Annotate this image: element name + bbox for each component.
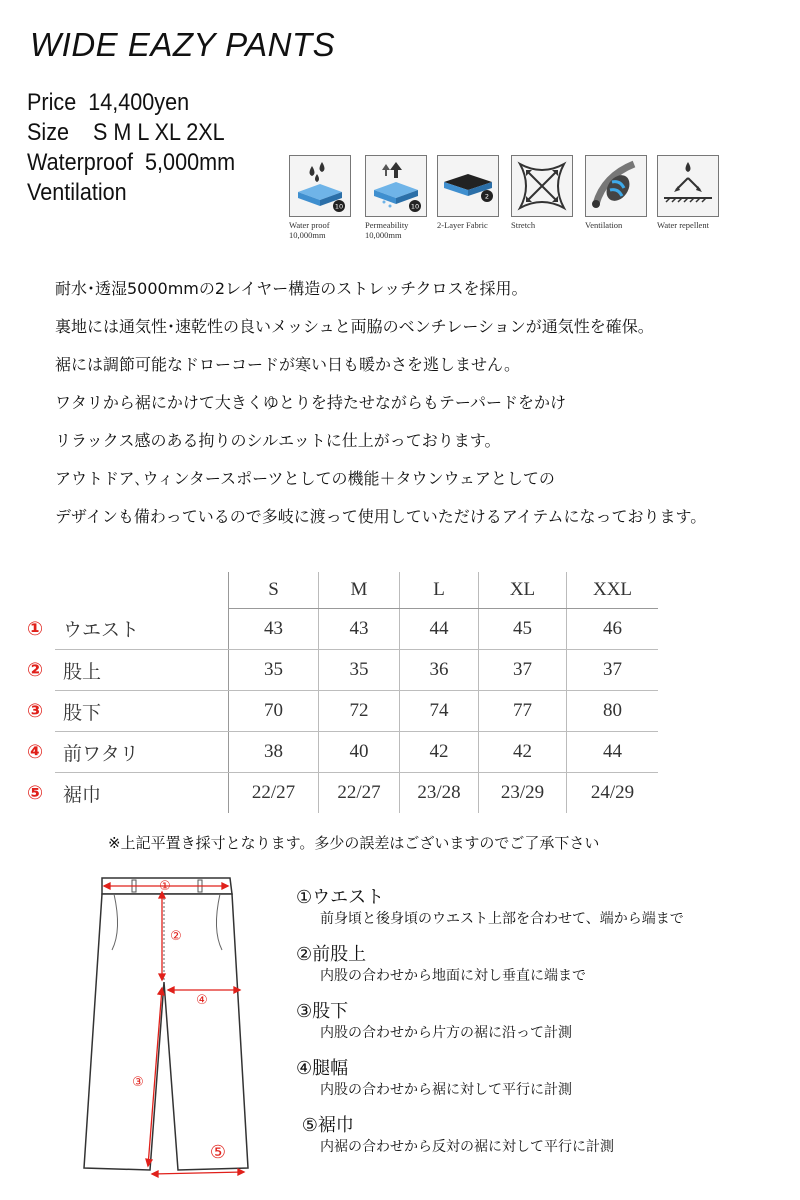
size-header: L xyxy=(400,572,479,609)
size-chart-table xyxy=(15,572,658,813)
row-label: 裾巾 xyxy=(55,773,229,814)
legend-heading: ④腿幅 xyxy=(296,1058,349,1079)
table-cell: 74 xyxy=(400,691,479,732)
legend-heading: ②前股上 xyxy=(296,944,367,965)
row-label: ウエスト xyxy=(55,609,229,650)
row-label: 股上 xyxy=(55,650,229,691)
spec-ventilation: Ventilation xyxy=(27,179,127,206)
permeability-feature xyxy=(365,155,429,240)
measurement-note: ※上記平置き採寸となります。多少の誤差はございますのでご了承下さい xyxy=(108,834,600,852)
row-label: 股下 xyxy=(55,691,229,732)
diagram-marker-5: ⑤ xyxy=(209,1142,227,1163)
diagram-marker-4: ④ xyxy=(196,993,208,1008)
legend-heading: ①ウエスト xyxy=(296,887,385,908)
table-cell: 42 xyxy=(479,732,567,773)
two-layer-badge: 2 xyxy=(484,192,490,201)
size-header: XXL xyxy=(567,572,659,609)
table-cell: 42 xyxy=(400,732,479,773)
spec-price: Price 14,400yen xyxy=(27,89,190,116)
legend-heading: ⑤裾巾 xyxy=(296,1115,354,1136)
size-header-row xyxy=(15,572,658,609)
waterproof-badge: 10 xyxy=(334,202,344,211)
row-label: 前ワタリ xyxy=(55,732,229,773)
measurement-legend xyxy=(296,886,684,1171)
table-cell: 35 xyxy=(229,650,319,691)
permeability-icon xyxy=(366,156,426,216)
table-row xyxy=(15,773,658,814)
row-number-marker: ② xyxy=(26,659,44,681)
table-cell: 45 xyxy=(479,609,567,650)
legend-item xyxy=(296,1000,684,1057)
table-cell: 36 xyxy=(400,650,479,691)
icon-label: Water proof 10,000mm xyxy=(289,220,330,240)
table-row xyxy=(15,609,658,650)
table-cell: 44 xyxy=(567,732,659,773)
size-header: S xyxy=(229,572,319,609)
permeability-badge: 10 xyxy=(410,202,420,211)
table-cell: 24/29 xyxy=(590,782,635,803)
water-repellent-feature xyxy=(657,155,721,230)
table-cell: 40 xyxy=(319,732,400,773)
description-line: ワタリから裾にかけて大きくゆとりを持たせながらもテーパードをかけ xyxy=(55,393,567,412)
legend-item xyxy=(296,943,684,1000)
legend-detail: 内股の合わせから裾に対して平行に計測 xyxy=(320,1082,572,1098)
diagram-marker-1: ① xyxy=(159,879,171,894)
icon-label: Permeability 10,000mm xyxy=(365,220,409,240)
size-header: XL xyxy=(479,572,567,609)
table-cell: 22/27 xyxy=(319,773,400,814)
row-number-marker: ③ xyxy=(26,700,44,722)
legend-detail: 内股の合わせから地面に対し垂直に端まで xyxy=(320,968,586,984)
legend-detail: 前身頃と後身頃のウエスト上部を合わせて、端から端まで xyxy=(320,911,684,927)
diagram-marker-3: ③ xyxy=(132,1075,144,1090)
table-cell: 23/28 xyxy=(400,773,479,814)
waterproof-feature xyxy=(289,155,353,240)
table-cell: 72 xyxy=(319,691,400,732)
pants-measurement-diagram xyxy=(82,870,262,1190)
table-cell: 37 xyxy=(479,650,567,691)
legend-item xyxy=(296,886,684,943)
diagram-marker-2: ② xyxy=(170,929,182,944)
waterproof-icon xyxy=(290,156,350,216)
legend-detail: 内股の合わせから片方の裾に沿って計測 xyxy=(320,1025,572,1041)
spec-sizes: Size S M L XL 2XL xyxy=(27,119,225,146)
icon-label: 2-Layer Fabric xyxy=(437,220,488,230)
legend-detail: 内裾の合わせから反対の裾に対して平行に計測 xyxy=(320,1139,614,1155)
description-line: リラックス感のある拘りのシルエットに仕上がっております。 xyxy=(55,431,501,450)
table-cell: 70 xyxy=(229,691,319,732)
icon-label: Stretch xyxy=(511,220,536,230)
table-cell: 80 xyxy=(567,691,659,732)
table-cell: 77 xyxy=(479,691,567,732)
spec-list xyxy=(27,88,235,208)
legend-item xyxy=(296,1114,684,1171)
row-number-marker: ⑤ xyxy=(26,781,44,804)
table-cell: 35 xyxy=(319,650,400,691)
table-cell: 38 xyxy=(229,732,319,773)
table-cell: 43 xyxy=(319,609,400,650)
stretch-icon xyxy=(512,156,572,216)
table-cell: 22/27 xyxy=(229,773,319,814)
two-layer-fabric-icon xyxy=(438,156,498,216)
row-number-marker: ① xyxy=(26,618,44,640)
row-number-marker: ④ xyxy=(26,741,44,763)
description-line: 裾には調節可能なドローコードが寒い日も暖かさを逃しません。 xyxy=(55,355,520,374)
table-row xyxy=(15,691,658,732)
ventilation-feature xyxy=(585,155,649,230)
description-line: 裏地には通気性･速乾性の良いメッシュと両脇のベンチレーションが通気性を確保。 xyxy=(55,317,654,336)
table-cell: 44 xyxy=(400,609,479,650)
table-row xyxy=(15,732,658,773)
description-line: 耐水･透湿5000mmの2レイヤー構造のストレッチクロスを採用。 xyxy=(55,279,528,298)
product-description xyxy=(55,270,706,536)
ventilation-icon xyxy=(586,156,646,216)
icon-label: Ventilation xyxy=(585,220,623,230)
description-line: デザインも備わっているので多岐に渡って使用していただけるアイテムになっております。 xyxy=(55,507,707,526)
stretch-feature xyxy=(511,155,575,230)
table-cell: 43 xyxy=(229,609,319,650)
table-row xyxy=(15,650,658,691)
legend-item xyxy=(296,1057,684,1114)
water-repellent-icon xyxy=(658,156,718,216)
legend-heading: ③股下 xyxy=(296,1001,349,1022)
description-line: アウトドア､ウィンタースポーツとしての機能＋タウンウェアとしての xyxy=(55,469,555,488)
product-title: WIDE EAZY PANTS xyxy=(30,26,336,63)
icon-label: Water repellent xyxy=(657,220,709,230)
size-header: M xyxy=(319,572,400,609)
two-layer-feature xyxy=(437,155,501,230)
table-cell: 37 xyxy=(567,650,659,691)
table-cell: 23/29 xyxy=(479,773,567,814)
spec-waterproof: Waterproof 5,000mm xyxy=(27,149,236,176)
table-cell: 46 xyxy=(567,609,659,650)
